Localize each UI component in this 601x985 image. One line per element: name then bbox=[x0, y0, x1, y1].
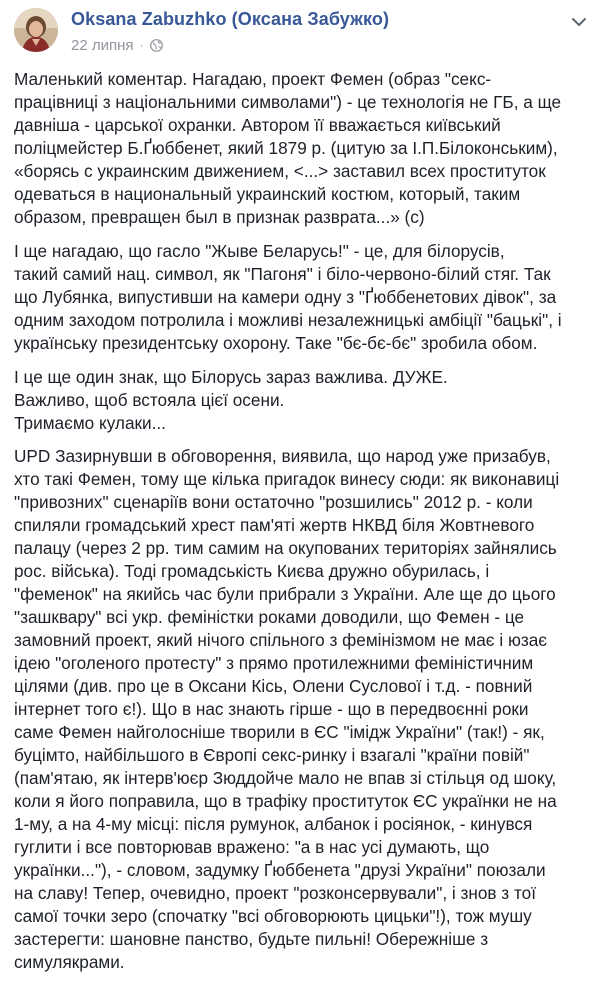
post-header bbox=[0, 0, 601, 64]
post-text bbox=[14, 68, 588, 985]
post-date-link[interactable]: 22 липня bbox=[71, 36, 134, 54]
post-paragraph: UPD Зазирнувши в обговорення, виявила, що народ уже призабув, хто такі Фемен, тому ще кілька пригадок винесу сюди: як виконавиці "привозних" сценаріїв вони остаточно "розшились" 2012 р. - коли спиляли громадський хрест пам'яті жертв НКВД біля Жовтневого палацу (через 2 рр. тим самим на окупованих територіях зайнялись рос. війська). Тоді громадськість Києва дружно обурилась, і "феменок" на якийсь час були прибрали з України. Але ще до цього "зашквару" всі укр. феміністки роками доводили, що Фемен - це замовний проект, який нічого спільного з фемінізмом не має і юзає ідею "оголеного протесту" з прямо протилежними феміністичним цілями (див. про це в Оксани Кісь, Олени Суслової і т.д. - повний інтернет того є!). Що в нас знають гірше - що в передвоєнні роки саме Фемен найголосніше творили в ЄС "імідж України" (так!) - як, буцімто, найбільшого в Європі секс-ринку і взагалі "країни повій" (пам'ятаю, як інтерв'юєр Зюддойче мало не впав зі стільця од шоку, коли я його поправила, що в трафіку проституток ЄС українки не на 1-му, а на 4-му місці: після румунок, албанок і росіянок, - кинувся гуглити і все повторював вражено: "а в нас усі думають, що українки..."), - словом, задумку Ґюббенета "друзі України" поюзали на славу! Тепер, очевидно, проект "розконсервували", і знов з тої самої точки зеро (спочатку "всі обговорюють цицьки"!), тож мушу застерегти: шановне панство, будьте пильні! Обережніше з симулякрами. bbox=[14, 446, 560, 972]
post-paragraph: Маленький коментар. Нагадаю, проект Фемен (образ "секс- працівниці з національними символами") - це технологія не ГБ, а ще давніша - царської охранки. Автором її вважається київський поліцмейстер Б.Ґюббенет, який 1879 р. (цитую за І.П.Білоконським), «борясь с украинским движением, <...> заставил всех проституток одеваться в национальный украинский костюм, который, таким образом, превращен был в признак разврата...» (с) bbox=[14, 69, 562, 227]
chevron-down-icon[interactable] bbox=[571, 14, 587, 24]
avatar-photo bbox=[14, 8, 58, 52]
post-meta bbox=[71, 36, 163, 54]
post-paragraph: І ще нагадаю, що гасло "Жыве Беларусь!" - це, для білорусів, такий самий нац. символ, як "Пагоня" і біло-червоно-білий стяг. Так що Лубянка, випустивши на камери одну з "Ґюббенетових дівок", за одним заходом потролила і можливі незалежницькі амбіції "бацькі", і українську президентську охорону. Таке "бє-бє-бє" зробила обом. bbox=[14, 241, 562, 353]
post-paragraph: І це ще один знак, що Білорусь зараз важлива. ДУЖЕ. Важливо, щоб встояла цієї осени. Тримаємо кулаки... bbox=[14, 367, 448, 433]
avatar[interactable] bbox=[14, 8, 58, 52]
globe-icon[interactable] bbox=[150, 39, 163, 52]
author-name-link[interactable]: Oksana Zabuzhko (Оксана Забужко) bbox=[71, 9, 390, 29]
meta-separator: · bbox=[139, 38, 144, 52]
